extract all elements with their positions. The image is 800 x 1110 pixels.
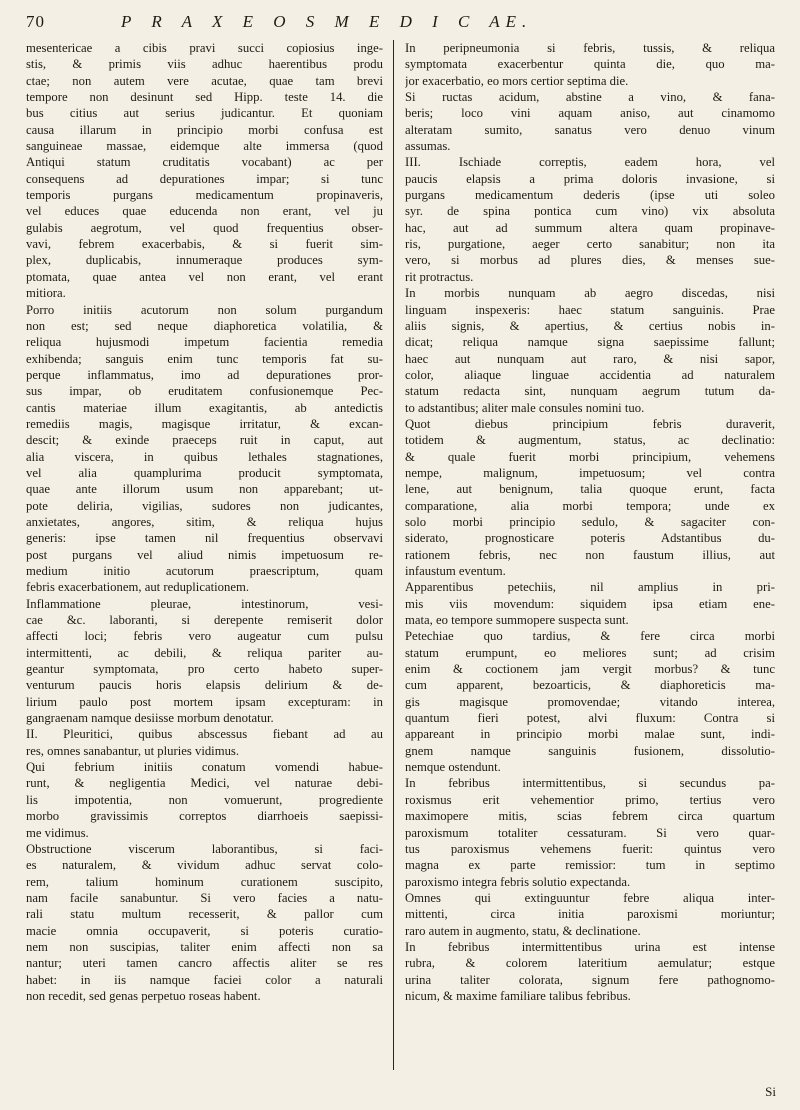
- running-header: [26, 12, 786, 38]
- text-line: nempe, malignum, impetuosum; vel contra: [405, 465, 775, 480]
- text-line: Quot diebus principium febris duraverit,: [405, 416, 775, 431]
- text-line: mesentericae a cibis pravi succi copiosius inge-: [26, 41, 383, 55]
- text-line: Apparentibus petechiis, nil amplius in pri-: [405, 580, 775, 595]
- text-line: ptomata, quae antea vel non erant, vel erant: [26, 269, 383, 284]
- text-line: symptomata exacerbentur quinta die, quo ma-: [405, 57, 775, 72]
- text-line: syr. de spina pontica cum vino) vix absoluta: [405, 204, 775, 219]
- text-line: habet: in iis namque faciei color a naturali: [26, 972, 383, 987]
- text-line: post purgans vel aliud nimis impetuosum re-: [26, 547, 383, 562]
- text-line: vel educes quae educenda non erant, vel ju: [26, 204, 383, 219]
- text-line: cantis materiae illum exagitantis, ab antedictis: [26, 400, 383, 415]
- text-line: macie omnia occupaverit, si poteris curatio-: [26, 923, 383, 938]
- running-title: P R A X E O S M E D I C AE.: [121, 12, 533, 31]
- text-line: alia viscera, in quibus lethales stagnationes,: [26, 449, 383, 464]
- text-line: appareant in principio morbi malae sunt, indi-: [405, 727, 775, 742]
- text-line: ris, purgatione, aeger certo sanabitur; non ita: [405, 237, 775, 252]
- text-line: plex, duplicabis, innumeraque produces sym-: [26, 253, 383, 268]
- text-line: quantum fieri potest, alvi fluxum: Contra si: [405, 711, 775, 726]
- text-line: paroxismo integra febris solutio expectanda.: [405, 874, 631, 889]
- text-line: medium initio acutorum praescriptum, quam: [26, 564, 383, 578]
- text-line: lirium paulo post mortem ipsam excepturam: in: [26, 694, 383, 709]
- text-line: febris exacerbationem, aut reduplicationem.: [26, 580, 249, 595]
- text-line: nantur; uteri tamen cancro affectis aliter se res: [26, 956, 383, 971]
- text-line: sanguineae massae, eidemque alte immersa (quod: [26, 139, 383, 154]
- text-line: jor exacerbatio, eo mors certior septima die.: [405, 73, 629, 88]
- text-line: to adstantibus; aliter male consules nomini tuo.: [405, 400, 645, 415]
- text-line: In morbis nunquam ab aegro discedas, nisi: [405, 286, 775, 301]
- text-line: gnem namque sanguinis fusionem, dissolutio-: [405, 743, 775, 758]
- text-line: cae &c. laboranti, si derepente remiserit dolor: [26, 613, 383, 628]
- text-line: temporis purgans medicamentum propinaveris,: [26, 188, 383, 203]
- text-line: dicat; reliqua namque signa saepissime fallunt;: [405, 335, 775, 350]
- text-line: non est; sed neque diaphoretica volatilia, &: [26, 318, 383, 333]
- text-line: assumas.: [405, 139, 451, 154]
- text-line: mata, eo tempore summopere suspecta sunt.: [405, 613, 629, 628]
- text-line: generis: ipse tamen nil frequentius observavi: [26, 531, 383, 546]
- text-line: II. Pleuritici, quibus abscessus fiebant ad au: [26, 727, 383, 742]
- text-line: anxietates, angores, sitim, & reliqua hujus: [26, 514, 383, 529]
- text-line: haec aut nunquam aut raro, & nisi sapor,: [405, 351, 775, 366]
- text-line: rubra, & colorem lateritium aemulatur; estque: [405, 956, 775, 971]
- text-line: es naturalem, & vividum adhuc servat colo-: [26, 858, 383, 873]
- text-line: Omnes qui extinguuntur febre aliqua inter-: [405, 890, 775, 905]
- text-line: pote deliria, vigilias, sudores non judicantes,: [26, 498, 383, 513]
- text-line: statum redacta sint, nunquam aegrum tutum da-: [405, 384, 775, 399]
- text-line: color, aliaque linguae accidentia ad naturalem: [405, 367, 775, 382]
- text-line: solo morbi principio sedulo, & sagaciter con-: [405, 514, 775, 529]
- text-line: In peripneumonia si febris, tussis, & reliqua: [405, 41, 775, 55]
- text-line: runt, & negligentia Medici, vel naturae debi-: [26, 776, 383, 791]
- text-line: vel alia quamplurima producit symptomata,: [26, 465, 383, 480]
- text-line: Si ructas acidum, abstine a vino, & fana-: [405, 90, 775, 105]
- text-line: causa illarum in principio morbi confusa est: [26, 122, 383, 137]
- text-line: exhibenda; sanguis enim tunc temporis fat su-: [26, 351, 383, 366]
- text-line: roxismus erit vehementior primo, tertius vero: [405, 792, 775, 807]
- text-line: gulabis aegrotum, vel quod frequentius obser-: [26, 220, 383, 235]
- text-line: gangraenam namque desiisse morbum denotatur.: [26, 711, 274, 726]
- text-line: lene, aut benignum, talia quoque erunt, facta: [405, 482, 775, 497]
- text-line: tus paroxismus vehemens fuerit: quintus vero: [405, 841, 775, 856]
- text-line: statum erumpunt, eo meliores sunt; ad crisim: [405, 645, 775, 660]
- text-line: siderato, prognosticare poteris Adstantibus du-: [405, 531, 775, 546]
- text-line: tempore non desinunt sed Hipp. teste 14. die: [26, 90, 383, 105]
- text-line: nicum, & maxime familiare talibus febribus.: [405, 988, 631, 1003]
- text-line: Antiqui statum cruditatis vocabant) ac per: [26, 155, 383, 170]
- text-line: affecti loci; febris vero augeatur cum pulsu: [26, 629, 383, 644]
- text-line: III. Ischiade correptis, eadem hora, vel: [405, 155, 775, 170]
- text-line: lis impotentia, non vomuerunt, progrediente: [26, 792, 383, 807]
- text-line: perque inflammatus, imo ad depurationes pror-: [26, 367, 383, 382]
- text-line: non recedit, sed genas perpetuo roseas habent.: [26, 988, 261, 1003]
- text-line: rem, talium hominum curationem suscipito,: [26, 874, 383, 889]
- text-line: gis magisque promovendae; vitando interea,: [405, 694, 775, 709]
- text-line: In febribus intermittentibus, si secundus pa-: [405, 776, 775, 791]
- text-line: sus impar, ob eruditatem confusionemque Pec-: [26, 384, 383, 399]
- text-line: paroxismum totaliter cessaturam. Si vero quar-: [405, 825, 775, 840]
- text-line: beris; loco vini aquam aniso, aut cinamomo: [405, 106, 775, 121]
- text-line: vero, si morbus ad plures dies, & menses sue-: [405, 253, 775, 268]
- text-line: ctae; non autem vere acutae, quae tam brevi: [26, 73, 383, 88]
- text-line: raro autem in augmento, statu, & declinatione.: [405, 923, 641, 938]
- text-line: nem non suscipias, taliter enim affecti non sa: [26, 939, 383, 954]
- column-divider: [393, 40, 394, 1070]
- text-line: comparatione, alia morbi tempora; unde ex: [405, 498, 775, 513]
- text-line: morbo gravissimis correptos diarrhoeis saepissi-: [26, 809, 383, 824]
- text-line: maximopere mitis, scias febrem circa quartum: [405, 809, 775, 824]
- text-line: mitiora.: [26, 286, 66, 301]
- text-line: mittenti, circa initia paroxismi moriuntur;: [405, 907, 775, 922]
- text-line: In febribus intermittentibus urina est intense: [405, 939, 775, 954]
- text-line: mis viis movendum: siquidem ipsa etiam ene-: [405, 596, 775, 611]
- text-line: urina taliter colorata, signum fere pathognomo-: [405, 972, 775, 987]
- text-line: remediis magis, magisque irritatur, & excan-: [26, 416, 383, 431]
- text-line: consequens ad depurationes impar; si tunc: [26, 171, 383, 186]
- text-line: totidem & augmentum, status, ac declinatio:: [405, 433, 775, 448]
- text-line: rit protractus.: [405, 269, 474, 284]
- left-text-column: [26, 40, 383, 1100]
- text-line: magna ex parte remissior: tum in septimo: [405, 858, 775, 873]
- text-line: Porro initiis acutorum non solum purgandum: [26, 302, 383, 317]
- text-line: Qui febrium initiis conatum vomendi habue-: [26, 760, 383, 775]
- text-line: enim & coctionem jam vergit morbus? & tunc: [405, 662, 775, 677]
- text-line: purgans medicamentum dederis (ipse uti soleo: [405, 188, 775, 203]
- text-line: reliqua hujusmodi impetum facientia remedia: [26, 335, 383, 350]
- text-line: vavi, febrem exacerbabis, & si fuerit sim-: [26, 237, 383, 252]
- text-line: Inflammatione pleurae, intestinorum, vesi-: [26, 596, 383, 611]
- text-line: aliis signis, & apertius, & certius nobis in-: [405, 318, 775, 333]
- catchword: Si: [765, 1084, 776, 1099]
- text-line: geantur symptomata, pro certo habeto super-: [26, 662, 383, 677]
- text-line: infaustum eventum.: [405, 564, 506, 578]
- text-line: alteratam sumito, sanatus vero denuo vinum: [405, 122, 775, 137]
- text-line: linguam inspexeris: haec statum sanguinis. Prae: [405, 302, 775, 317]
- text-line: cum apparent, bezoarticis, & diaphoreticis ma-: [405, 678, 775, 693]
- page-number: 70: [26, 12, 45, 31]
- text-line: quae ante illorum usum non apparebant; ut-: [26, 482, 383, 497]
- text-line: intermittenti, ac debili, & reliqua pariter au-: [26, 645, 383, 660]
- text-line: paucis elapsis a prima doloris invasione, si: [405, 171, 775, 186]
- text-line: res, omnes sanabantur, ut pluries vidimus.: [26, 743, 240, 758]
- text-line: descit; & exinde praeceps ruit in caput, aut: [26, 433, 383, 448]
- text-line: hac, aut ad summum altera quam propinave-: [405, 220, 775, 235]
- text-line: rationem febris, nec non faustum illius, aut: [405, 547, 775, 562]
- text-line: nam facile sanabuntur. Si vero facies a natu-: [26, 890, 383, 905]
- text-line: rali statu multum recesserit, & pallor cum: [26, 907, 383, 922]
- text-line: bus citius aut serius judicantur. Et quoniam: [26, 106, 383, 121]
- text-line: venturum paucis horis elapsis delirium & de-: [26, 678, 383, 693]
- text-line: me vidimus.: [26, 825, 89, 840]
- text-line: Obstructione viscerum laborantibus, si faci-: [26, 841, 383, 856]
- text-line: Petechiae quo tardius, & fere circa morbi: [405, 629, 775, 644]
- text-line: & quale fuerit morbi principium, vehemens: [405, 449, 775, 464]
- right-text-column: [405, 40, 775, 1100]
- text-line: stis, & primis viis adhuc haerentibus produ: [26, 57, 383, 72]
- text-line: nemque ostendunt.: [405, 760, 501, 775]
